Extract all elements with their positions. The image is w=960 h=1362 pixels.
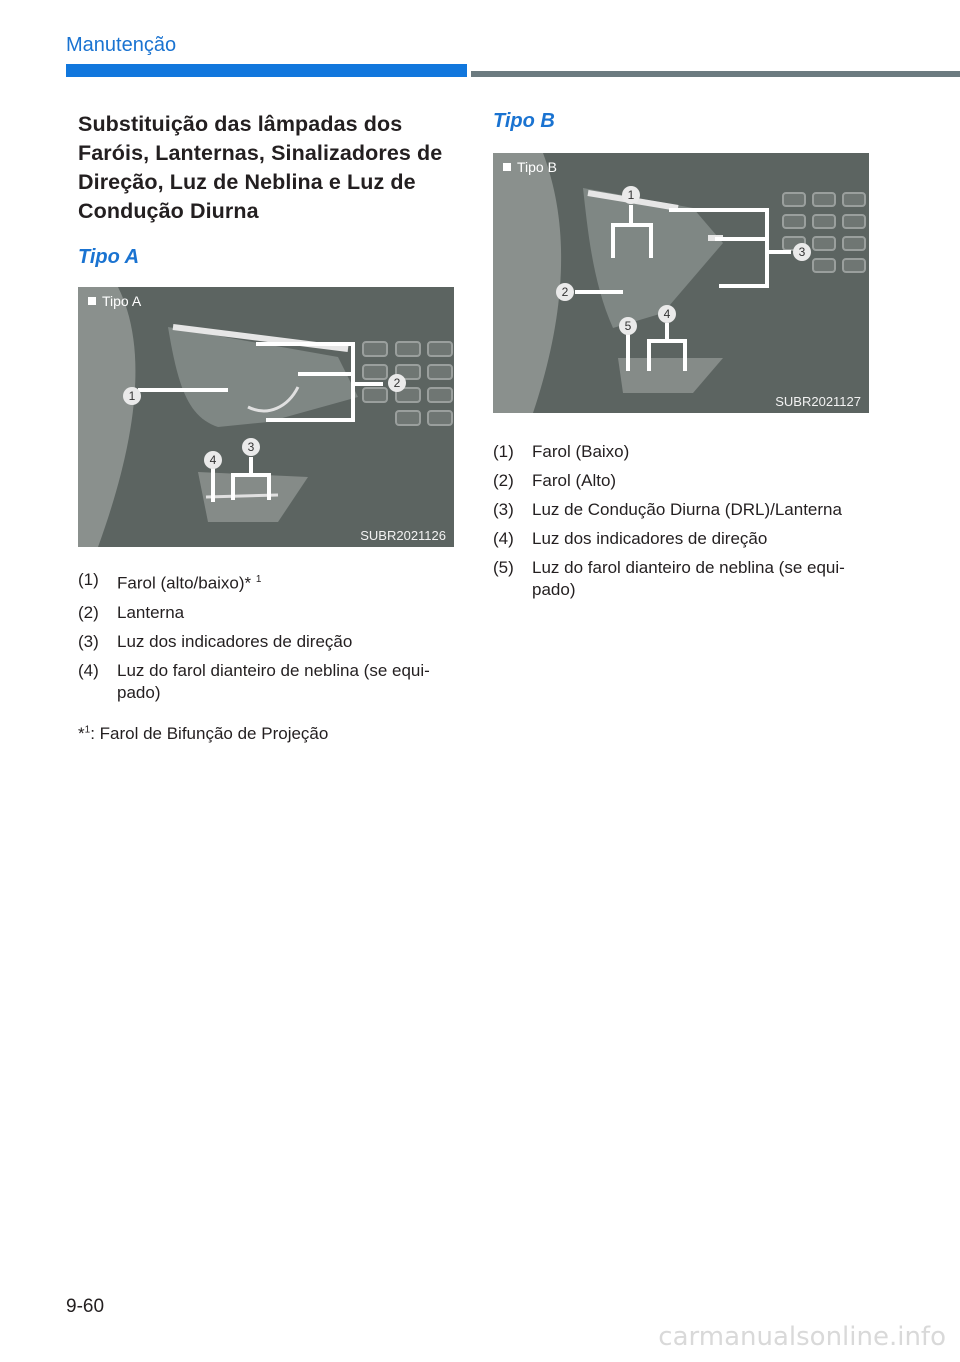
list-item: (3) Luz dos indicadores de direção bbox=[78, 631, 353, 651]
list-item: (4) Luz dos indicadores de direção bbox=[493, 529, 768, 548]
right-column bbox=[493, 110, 871, 608]
list-item: (3) Luz de Condução Diurna (DRL)/Lanterna bbox=[493, 500, 842, 519]
figure-label: Tipo A bbox=[88, 293, 141, 309]
figure-code: SUBR2021127 bbox=[775, 394, 861, 409]
callout-4: 4 bbox=[209, 453, 217, 467]
figure-label: Tipo B bbox=[503, 159, 557, 175]
square-bullet-icon bbox=[88, 297, 96, 305]
page-number: 9-60 bbox=[66, 1296, 105, 1317]
square-bullet-icon bbox=[503, 163, 511, 171]
left-column bbox=[78, 110, 456, 744]
list-item: (5) Luz do farol dianteiro de neblina (se equi-pado) bbox=[493, 558, 845, 599]
callout-4: 4 bbox=[663, 307, 671, 321]
header-rule-blue bbox=[66, 64, 467, 77]
headlight-illustration-b bbox=[493, 153, 869, 413]
legend-list-a bbox=[78, 569, 456, 704]
figure-code: SUBR2021126 bbox=[360, 528, 446, 543]
subtitle-tipo-b: Tipo B bbox=[493, 110, 555, 132]
figure-tipo-a bbox=[78, 287, 454, 547]
list-item: (1) Farol (Baixo) bbox=[493, 442, 630, 461]
list-item: (4) Luz do farol dianteiro de neblina (se equi-pado) bbox=[78, 660, 430, 702]
section-title: Substituição das lâmpadas dos Faróis, Lanternas, Sinalizadores de Direção, Luz de Neblina e Luz de Condução Diurna bbox=[78, 112, 443, 223]
list-item: (1) Farol (alto/baixo)* $^1$ bbox=[78, 570, 262, 593]
callout-5: 5 bbox=[624, 319, 632, 333]
callout-1: 1 bbox=[128, 389, 136, 403]
callout-2: 2 bbox=[393, 376, 401, 390]
headlight-illustration-a bbox=[78, 287, 454, 547]
page-header-title: Manutenção bbox=[66, 34, 177, 56]
figure-tipo-b bbox=[493, 153, 869, 413]
legend-list-b bbox=[493, 441, 871, 601]
callout-3: 3 bbox=[798, 245, 806, 259]
footnote: *$^1$: Farol de Bifunção de Projeção bbox=[78, 723, 329, 743]
watermark: carmanualsonline.info bbox=[658, 1322, 946, 1352]
callout-3: 3 bbox=[247, 440, 255, 454]
list-item: (2) Farol (Alto) bbox=[493, 471, 617, 490]
callout-2: 2 bbox=[561, 285, 569, 299]
header-rule-gray bbox=[471, 71, 960, 77]
callout-1: 1 bbox=[627, 188, 635, 202]
subtitle-tipo-a: Tipo A bbox=[78, 246, 140, 268]
list-item: (2) Lanterna bbox=[78, 602, 185, 622]
